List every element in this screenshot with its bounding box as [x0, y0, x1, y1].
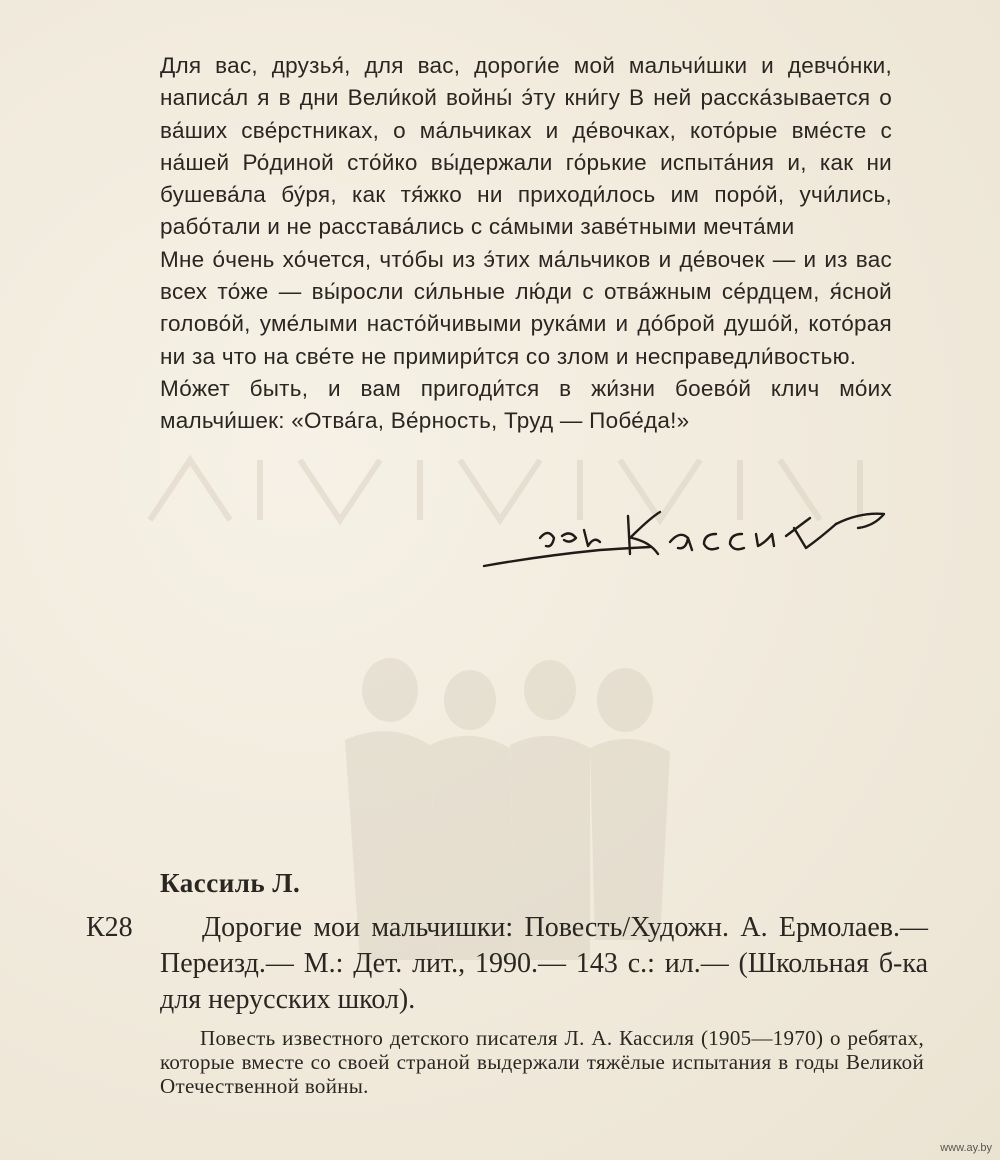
foreword-paragraph: Для вас, друзья́, для вас, дороги́е мой мальчи́шки и девчо́нки, написа́л я в дни Вели́кой войны́ э́ту кни́гу В ней расска́зывается о ва́ших све́рстниках, о ма́льчиках и де́вочках, кото́рые вме́сте с на́шей Ро́диной сто́йко вы́держали го́рькие испыта́ния и, как ни бушева́ла бу́ря, как тя́жко ни приходи́лось им поро́й, учи́лись, рабо́тали и не расстава́лись с са́мыми заве́тными мечта́ми — [160, 53, 892, 240]
catalog-annotation — [160, 1026, 924, 1098]
catalog-entry — [160, 910, 928, 1018]
catalog-annotation-text: Повесть известного детского писателя Л. А. Кассиля (1905—1970) о ребятах, которые вместе со своей страной выдержали тяжёлые испытания в годы Великой Отечественной войны. — [160, 1026, 924, 1098]
catalog-author: Кассиль Л. — [160, 868, 301, 898]
foreword-paragraph: Мне о́чень хо́чется, что́бы из э́тих ма́льчиков и де́вочек — и из вас всех то́же — вы́росли си́льные лю́ди с отва́жным се́рдцем, я́сной голово́й, уме́лыми насто́йчивыми рука́ми и до́брой душо́й, кото́рая ни за что на све́те не примири́тся со злом и несправедли́востью. — [160, 246, 892, 369]
foreword-paragraph: Мо́жет быть, и вам пригоди́тся в жи́зни боево́й клич мо́их мальчи́шек: «Отва́га, Ве́рность, Труд — Побе́да!» — [160, 375, 892, 434]
foreword — [160, 50, 892, 438]
catalog-entry-text: Дорогие мои мальчишки: Повесть/Художн. А. Ермолаев.— Переизд.— М.: Дет. лит., 1990.— 143 с.: ил.— (Школьная б-ка для нерусских школ). — [160, 912, 928, 1015]
catalog-code: К28 — [86, 912, 133, 943]
watermark: www.ay.by — [940, 1142, 992, 1154]
author-signature — [480, 498, 890, 578]
